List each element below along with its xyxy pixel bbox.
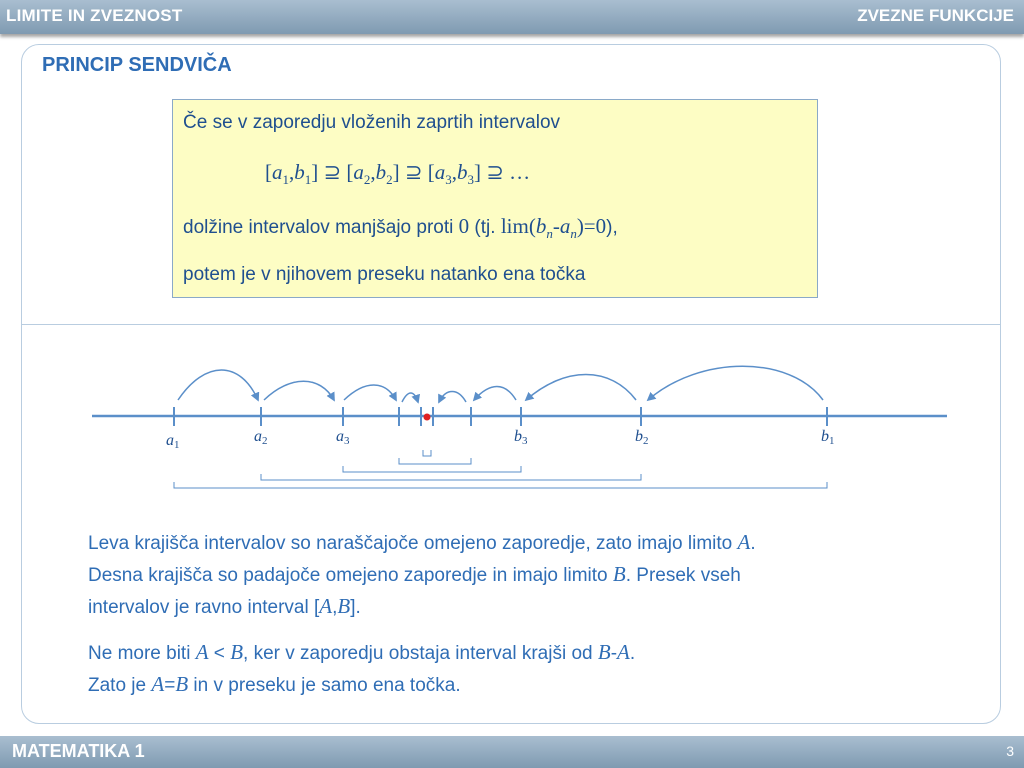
section-title: ZVEZNE FUNKCIJE bbox=[857, 6, 1014, 25]
interval-brackets bbox=[174, 450, 827, 488]
label-b3: b3 bbox=[514, 428, 528, 447]
explanation-paragraph-1: Leva krajišča intervalov so naraščajoče omejeno zaporedje, zato imajo limito A. Desna krajišča so padajoče omejeno zaporedje in imajo limito B. Presek vseh intervalov je ravno interval [A,B]. bbox=[88, 530, 756, 618]
theorem-line-4: potem je v njihovem preseku natanko ena točka bbox=[183, 264, 586, 285]
label-b2: b2 bbox=[635, 428, 649, 447]
theorem-intervals: $[a_1,b_1]$ ⊇ $[a_2,b_2]$ ⊇ $[a_3,b_3]$ ⊇ … bbox=[265, 160, 531, 188]
bottom-bar bbox=[0, 736, 1024, 768]
convergence-arrows bbox=[178, 366, 823, 402]
course-title: MATEMATIKA 1 bbox=[12, 741, 145, 761]
label-a3: a3 bbox=[336, 428, 350, 447]
explanation-paragraph-2: Ne more biti A < B, ker v zaporedju obstaja interval krajši od B-A. Zato je A=B in v preseku je samo ena točka. bbox=[88, 640, 636, 696]
chapter-title: LIMITE IN ZVEZNOST bbox=[6, 6, 183, 25]
label-a2: a2 bbox=[254, 428, 268, 447]
slide-title: PRINCIP SENDVIČA bbox=[42, 54, 232, 76]
label-a1: a1 bbox=[166, 432, 180, 451]
page-number: 3 bbox=[1006, 743, 1014, 759]
theorem-line-3: dolžine intervalov manjšajo proti 0 (tj. $\lim(b_n-a_n)=0$), bbox=[183, 214, 618, 242]
label-b1: b1 bbox=[821, 428, 835, 447]
intersection-point bbox=[424, 414, 431, 421]
theorem-line-1: Če se v zaporedju vloženih zaprtih intervalov bbox=[183, 112, 561, 133]
